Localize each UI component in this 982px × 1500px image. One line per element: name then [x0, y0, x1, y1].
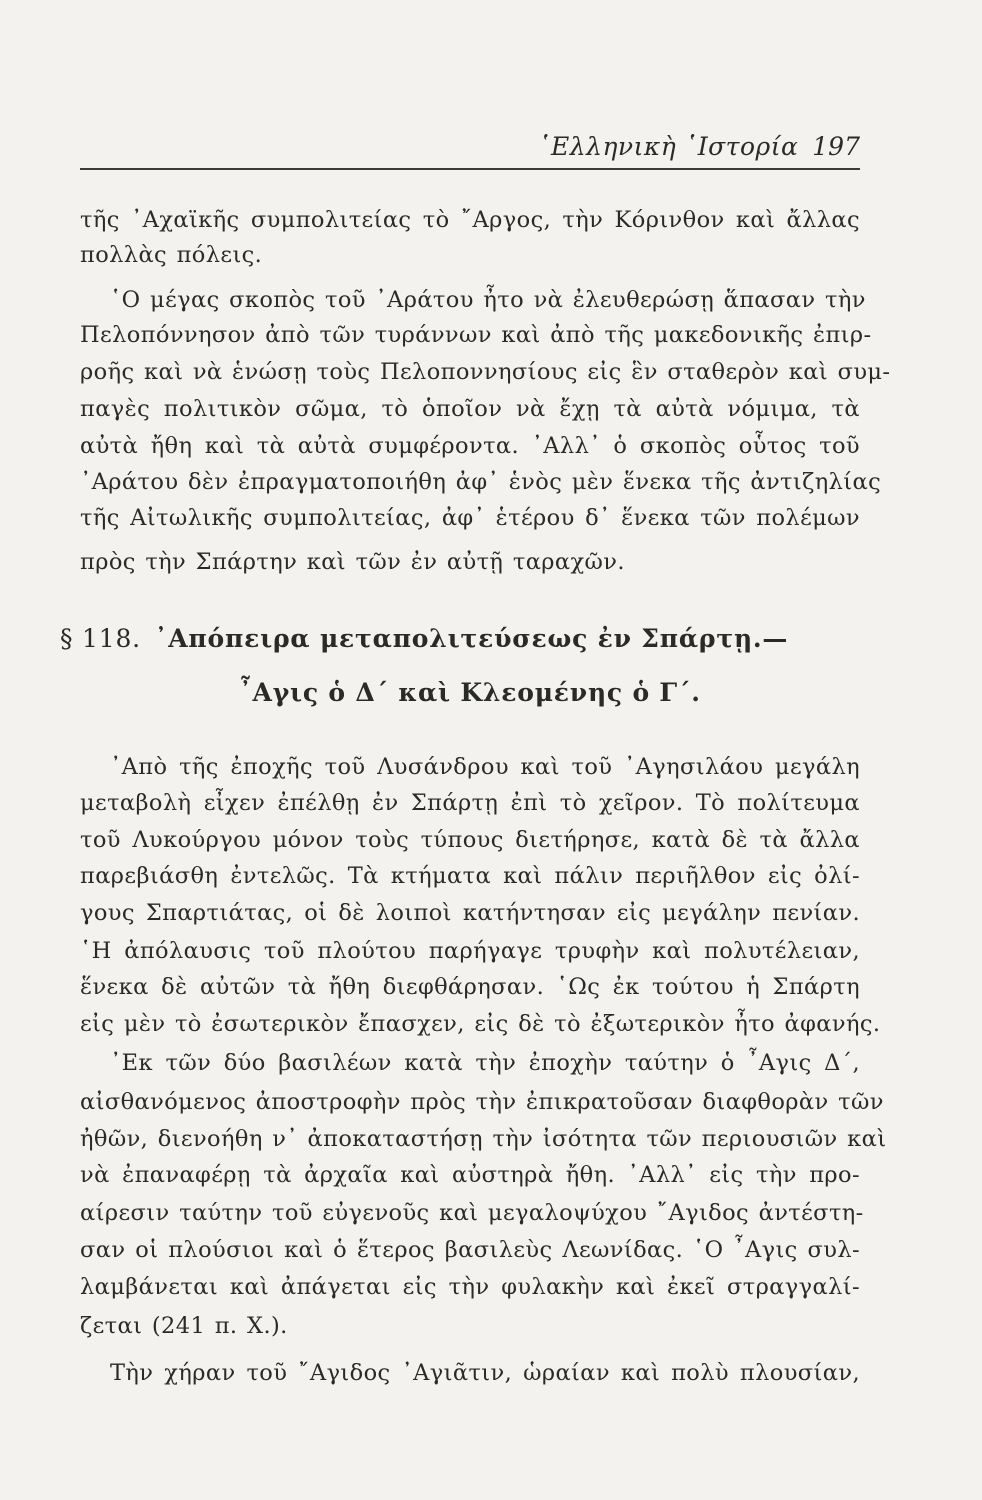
text-line: τῆς ᾿Αχαϊκῆς συμπολιτείας τὸ ῎Αργος, τὴν Κόρινθον καὶ ἄλλας: [80, 207, 860, 233]
text-line: ᾿Αράτου δὲν ἐπραγματοποιήθη ἀφ᾿ ἑνὸς μὲν ἕνεκα τῆς ἀντιζηλίας: [80, 469, 882, 495]
section-heading-line2: [80, 676, 860, 710]
text-line: παρεβιάσθη ἐντελῶς. Τὰ κτήματα καὶ πάλιν περιῆλθον εἰς ὀλί-: [80, 863, 860, 889]
text-line: ροῆς καὶ νὰ ἑνώσῃ τοὺς Πελοποννησίους εἰς ἓν σταθερὸν καὶ συμ-: [80, 359, 891, 385]
text-line: νὰ ἐπαναφέρῃ τὰ ἀρχαῖα καὶ αὐστηρὰ ἤθη. ᾿Αλλ᾿ εἰς τὴν προ-: [80, 1162, 860, 1188]
running-title: ῾Ελληνικὴ ῾Ιστορία: [538, 132, 799, 161]
text-line: μεταβολὴ εἶχεν ἐπέλθῃ ἐν Σπάρτῃ ἐπὶ τὸ χεῖρον. Τὸ πολίτευμα: [80, 790, 860, 816]
text-line: ἠθῶν, διενοήθη ν᾿ ἀποκαταστήσῃ τὴν ἰσότητα τῶν περιουσιῶν καὶ: [80, 1126, 887, 1152]
page-number: 197: [812, 132, 860, 161]
text-line: αὐτὰ ἤθη καὶ τὰ αὐτὰ συμφέροντα. ᾿Αλλ᾿ ὁ σκοπὸς οὗτος τοῦ: [80, 433, 860, 459]
section-number: § 118.: [60, 624, 141, 653]
text-line: σαν οἱ πλούσιοι καὶ ὁ ἕτερος βασιλεὺς Λεωνίδας. ῾Ο ῏Αγις συλ-: [80, 1237, 860, 1263]
text-line: ᾿Εκ τῶν δύο βασιλέων κατὰ τὴν ἐποχὴν ταύτην ὁ ῏Αγις Δ΄,: [110, 1050, 860, 1076]
text-line: πολλὰς πόλεις.: [80, 242, 263, 268]
text-line: τῆς Αἰτωλικῆς συμπολιτείας, ἀφ᾿ ἑτέρου δ᾿ ἕνεκα τῶν πολέμων: [80, 505, 860, 531]
section-heading: [60, 622, 860, 656]
text-line: πρὸς τὴν Σπάρτην καὶ τῶν ἐν αὐτῇ ταραχῶν.: [80, 549, 625, 575]
header-rule: [80, 168, 860, 170]
text-line: ἕνεκα δὲ αὐτῶν τὰ ἤθη διεφθάρησαν. ῾Ως ἐκ τούτου ἡ Σπάρτη: [80, 974, 860, 1000]
text-line: αἰσθανόμενος ἀποστροφὴν πρὸς τὴν ἐπικρατοῦσαν διαφθορὰν τῶν: [80, 1089, 884, 1115]
text-line: ᾿Απὸ τῆς ἐποχῆς τοῦ Λυσάνδρου καὶ τοῦ ᾿Αγησιλάου μεγάλη: [110, 754, 860, 780]
text-line: γους Σπαρτιάτας, οἱ δὲ λοιποὶ κατήντησαν εἰς μεγάλην πενίαν.: [80, 900, 860, 926]
text-line: τοῦ Λυκούργου μόνον τοὺς τύπους διετήρησε, κατὰ δὲ τὰ ἄλλα: [80, 827, 860, 853]
text-line: Τὴν χήραν τοῦ ῎Αγιδος ᾿Αγιᾶτιν, ὡραίαν καὶ πολὺ πλουσίαν,: [110, 1360, 860, 1386]
section-title-line1: ᾿Απόπειρα μεταπολιτεύσεως ἐν Σπάρτῃ.—: [154, 624, 789, 653]
text-line: εἰς μὲν τὸ ἐσωτερικὸν ἔπασχεν, εἰς δὲ τὸ ἐξωτερικὸν ἦτο ἀφανής.: [80, 1011, 881, 1037]
text-line: λαμβάνεται καὶ ἀπάγεται εἰς τὴν φυλακὴν καὶ ἐκεῖ στραγγαλί-: [80, 1274, 860, 1300]
text-line: Πελοπόννησον ἀπὸ τῶν τυράννων καὶ ἀπὸ τῆς μακεδονικῆς ἐπιρ-: [80, 322, 872, 348]
text-line: ῾Ο μέγας σκοπὸς τοῦ ᾿Αράτου ἦτο νὰ ἐλευθερώσῃ ἅπασαν τὴν: [110, 287, 866, 313]
page-header: [78, 128, 860, 168]
text-line: παγὲς πολιτικὸν σῶμα, τὸ ὁποῖον νὰ ἔχῃ τὰ αὐτὰ νόμιμα, τὰ: [80, 396, 860, 422]
text-line: αίρεσιν ταύτην τοῦ εὐγενοῦς καὶ μεγαλοψύχου ῎Αγιδος ἀντέστη-: [80, 1200, 864, 1226]
text-line: ῾Η ἀπόλαυσις τοῦ πλούτου παρήγαγε τρυφὴν καὶ πολυτέλειαν,: [80, 938, 860, 964]
text-line: ζεται (241 π. Χ.).: [80, 1313, 288, 1339]
section-title-line2: ῏Αγις ὁ Δ΄ καὶ Κλεομένης ὁ Γ΄.: [239, 678, 701, 707]
